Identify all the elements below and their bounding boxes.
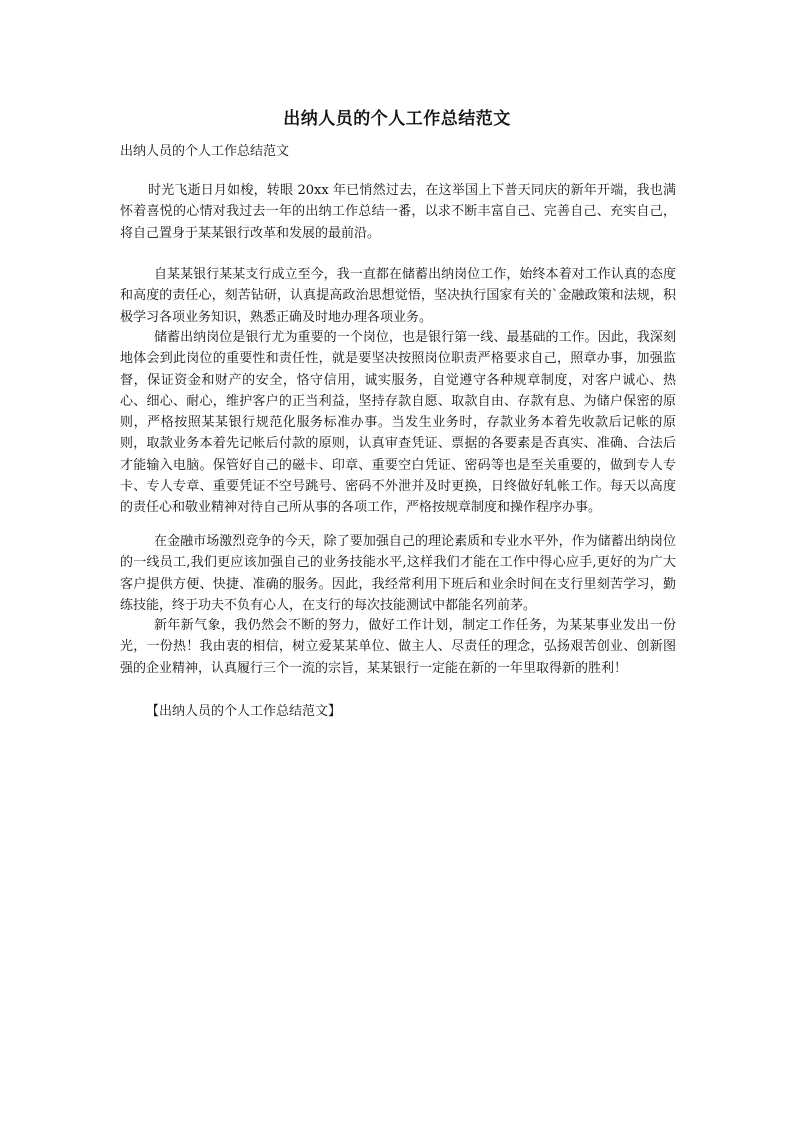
paragraph-skills: 在金融市场激烈竞争的今天，除了要加强自己的理论素质和专业水平外，作为储蓄出纳岗位的一线员工,我们更应该加强自己的业务技能水平,这样我们才能在工作中得心应手,更好的为广大客户提供方便、快捷、准确的服务。因此，我经常利用下班后和业余时间在支行里刻苦学习，勤练技能，终于功夫不负有心人，在支行的每次技能测试中都能名列前茅。 [120,534,676,613]
paragraph-outlook: 新年新气象，我仍然会不断的努力，做好工作计划，制定工作任务，为某某事业发出一份光，一份热！我由衷的相信，树立爱某某单位、做主人、尽责任的理念，弘扬艰苦创业、创新图强的企业精神，认真履行三个一流的宗旨，某某银行一定能在新的一年里取得新的胜利！ [120,618,676,676]
document-closing: 【出纳人员的个人工作总结范文】 [146,704,342,719]
document-subtitle: 出纳人员的个人工作总结范文 [120,144,290,159]
paragraph-duties: 储蓄出纳岗位是银行尤为重要的一个岗位，也是银行第一线、最基础的工作。因此，我深刻地体会到此岗位的重要性和责任性，就是要坚决按照岗位职责严格要求自己，照章办事，加强监督，保证资金和财产的安全，恪守信用，诚实服务，自觉遵守各种规章制度，对客户诚心、热心、细心、耐心，维护客户的正当利益，坚持存款自愿、取款自由、存款有息、为储户保密的原则，严格按照某某银行规范化服务标准办事。当发生业务时，存款业务本着先收款后记帐的原则，取款业务本着先记帐后付款的原则，认真审查凭证、票据的各要素是否真实、准确、合法后才能输入电脑。保管好自己的磁卡、印章、重要空白凭证、密码等也是至关重要的，做到专人专卡、专人专章、重要凭证不空号跳号、密码不外泄并及时更换，日终做好轧帐工作。每天以高度的责任心和敬业精神对待自己所从事的各项工作，严格按规章制度和操作程序办事。 [120,330,676,516]
paragraph-position: 自某某银行某某支行成立至今，我一直都在储蓄出纳岗位工作，始终本着对工作认真的态度和高度的责任心，刻苦钻研，认真提高政治思想觉悟，坚决执行国家有关的`金融政策和法规，积极学习各项业务知识，熟悉正确及时地办理各项业务。 [120,267,676,325]
document-title: 出纳人员的个人工作总结范文 [283,109,511,129]
paragraph-intro: 时光飞逝日月如梭，转眼 20xx 年已悄然过去，在这举国上下普天同庆的新年开端，我也满怀着喜悦的心情对我过去一年的出纳工作总结一番，以求不断丰富自己、完善自己、充实自己，将自己置身于某某银行改革和发展的最前沿。 [120,183,676,241]
